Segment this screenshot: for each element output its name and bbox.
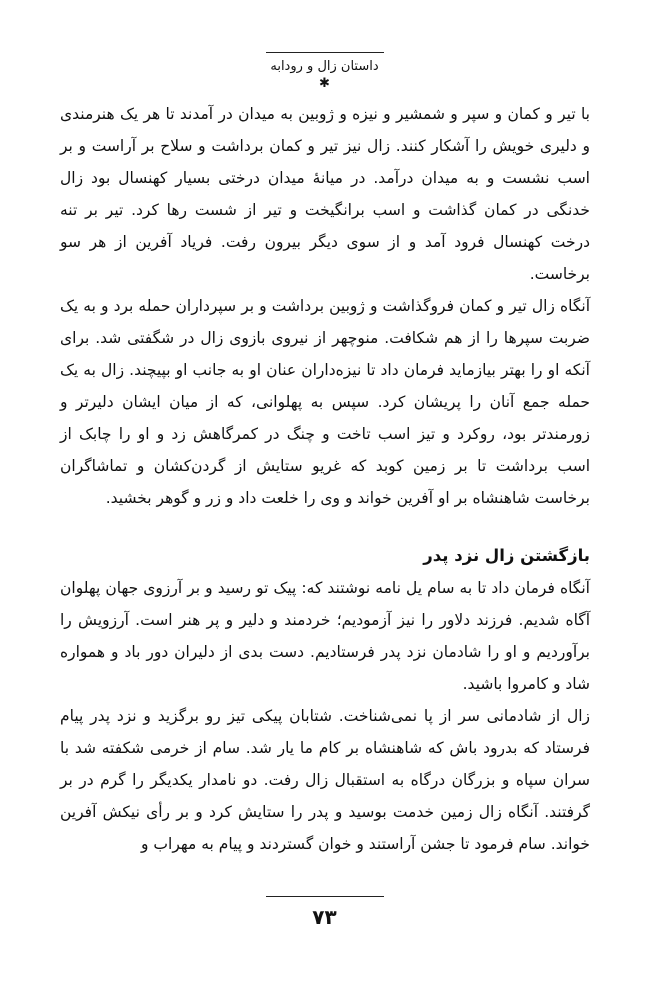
section-heading: بازگشتن زال نزد پدر — [423, 546, 590, 565]
paragraph: آنگاه فرمان داد تا به سام یل نامه نوشتند که: پیک تو رسید و بر آرزوی جهان پهلوان آگاه شدیم. فرزند دلاور را نیز آزمودیم؛ خردمند و دلیر و پر هنر است. آرزویش را برآوردیم و او را شادمان نزد پدر فرستادیم. دست بدی از دلیران دور باد و همواره شاد و کامروا باشید. — [60, 579, 590, 693]
asterisk-ornament-icon: ✱ — [319, 76, 330, 91]
paragraph: آنگاه زال تیر و کمان فروگذاشت و ژوبین برداشت و بر سپرداران حمله برد و به یک ضربت سپرها را از هم شکافت. منوچهر از نیروی بازوی زال در شگفتی شد. برای آنکه او را بهتر بیازماید فرمان داد تا نیزه‌داران عنان او به جانب او بپیچند. زال به یک حمله جمع آنان را پریشان کرد. سپس به پهلوانی، که از میان ایشان دلیرتر و زورمندتر بود، روکرد و تیز اسب تاخت و چنگ در کمرگاهش زد و او را چابک از اسب برداشت تا بر زمین کوبد که غریو ستایش از گردن‌کشان و تماشاگران برخاست شاهنشاه بر او آفرین خواند و وی را خلعت داد و زر و گوهر بخشید. — [60, 297, 590, 507]
header-rule — [266, 52, 384, 53]
footer-rule — [266, 896, 384, 897]
body-text — [60, 98, 590, 860]
running-header — [0, 52, 649, 91]
paragraph: زال از شادمانی سر از پا نمی‌شناخت. شتابان پیکی تیز رو برگزید و نزد پدر پیام فرستاد که بدرود باش که شاهنشاه بر کام ما یار شد. سام از خرمی شکفته شد با سران سپاه و بزرگان درگاه به استقبال زال رفت. دو نامدار یکدیگر را گرم در بر گرفتند. آنگاه زال زمین خدمت بوسید و پدر را ستایش کرد و بر رأی نیکش آفرین خواند. سام فرمود تا جشن آراستند و خوان گستردند و پیام به مهراب و — [60, 707, 590, 853]
paragraph: با تیر و کمان و سپر و شمشیر و نیزه و ژوبین به میدان در آمدند تا هر یک هنرمندی و دلیری خویش را آشکار کنند. زال نیز تیر و کمان برداشت و سلاح بر آراست و بر اسب نشست و به میدان درآمد. در میانهٔ میدان درختی بسیار کهنسال بود زال خدنگی در کمان گذاشت و اسب برانگیخت و تیر از شست رها کرد. تیر بر تنه درخت کهنسال فرود آمد و از سوی دیگر بیرون رفت. فریاد آفرین از هر سو برخاست. — [60, 105, 590, 283]
running-title: داستان زال و رودابه — [270, 59, 379, 74]
page-footer — [0, 896, 649, 929]
section-spacer — [60, 514, 590, 540]
page-number: ۷۳ — [312, 905, 337, 929]
